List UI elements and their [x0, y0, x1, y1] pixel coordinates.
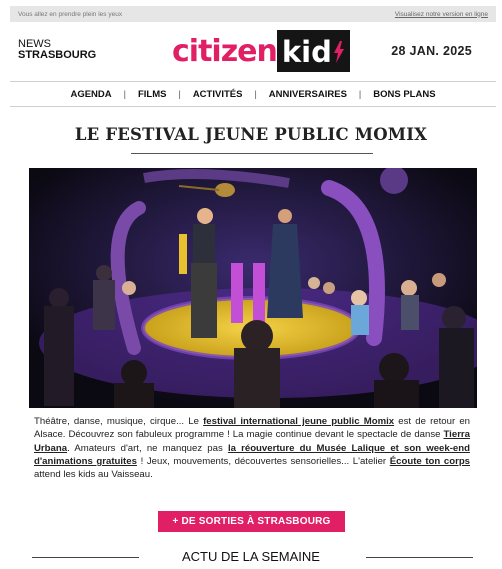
link-ecoute-ton-corps[interactable]: Écoute ton corps: [389, 455, 471, 467]
stage-photo-illustration: [29, 168, 477, 408]
logo-kid-box: [277, 30, 350, 72]
nav-separator: |: [254, 89, 257, 99]
nav-item-activites[interactable]: ACTIVITÉS: [192, 88, 243, 100]
citizenkid-logo[interactable]: [172, 28, 350, 74]
nav-divider-top: [10, 81, 496, 82]
edition-label-city: STRASBOURG: [18, 49, 97, 61]
link-tierra-urbana[interactable]: Tierra Urbana: [34, 429, 470, 454]
nav-item-agenda[interactable]: AGENDA: [70, 88, 112, 100]
main-nav: [10, 84, 496, 104]
section-title: ACTU DE LA SEMAINE: [182, 549, 320, 564]
article-text: . Amateurs d'art, ne manquez pas: [67, 442, 228, 454]
article-body: [34, 415, 470, 481]
edition-label: [18, 39, 96, 61]
top-preheader-bar: [10, 6, 496, 22]
nav-separator: |: [123, 89, 126, 99]
section-divider-right: [366, 557, 473, 558]
article-text: ! Jeux, mouvements, découvertes sensorielles... L'atelier: [136, 455, 390, 467]
issue-date: 28 JAN. 2025: [391, 44, 472, 58]
article-text: est de retour en Alsace. Découvrez son fabuleux programme ! La magie continue devant le spectacle de danse: [34, 416, 470, 441]
article-photo[interactable]: [29, 168, 477, 408]
newsletter-header: [18, 26, 484, 76]
logo-citizen-text: citizen: [172, 33, 277, 69]
more-outings-button[interactable]: + DE SORTIES À STRASBOURG: [158, 511, 345, 532]
nav-item-bons-plans[interactable]: BONS PLANS: [373, 88, 436, 100]
article-text: Théâtre, danse, musique, cirque... Le: [34, 416, 204, 427]
preheader-text: Vous allez en prendre plein les yeux: [18, 10, 123, 18]
article-title: LE FESTIVAL JEUNE PUBLIC MOMIX: [74, 125, 428, 144]
nav-item-films[interactable]: FILMS: [137, 88, 167, 100]
link-festival-momix[interactable]: festival international jeune public Momix: [203, 416, 395, 427]
nav-item-anniversaires[interactable]: ANNIVERSAIRES: [268, 88, 347, 100]
nav-separator: |: [358, 89, 362, 99]
link-musee-lalique[interactable]: la réouverture du Musée Lalique et son week-end d'animations gratuites: [34, 442, 470, 467]
nav-divider-bottom: [10, 106, 496, 107]
edition-label-news: NEWS: [18, 38, 51, 50]
article-text: attend les kids au Vaisseau.: [34, 469, 153, 481]
nav-separator: |: [178, 89, 181, 99]
logo-kid-text: kid: [281, 35, 332, 69]
view-online-link[interactable]: Visualisez notre version en ligne: [394, 10, 488, 18]
lightning-icon: [333, 41, 345, 63]
title-underline: [131, 153, 373, 154]
